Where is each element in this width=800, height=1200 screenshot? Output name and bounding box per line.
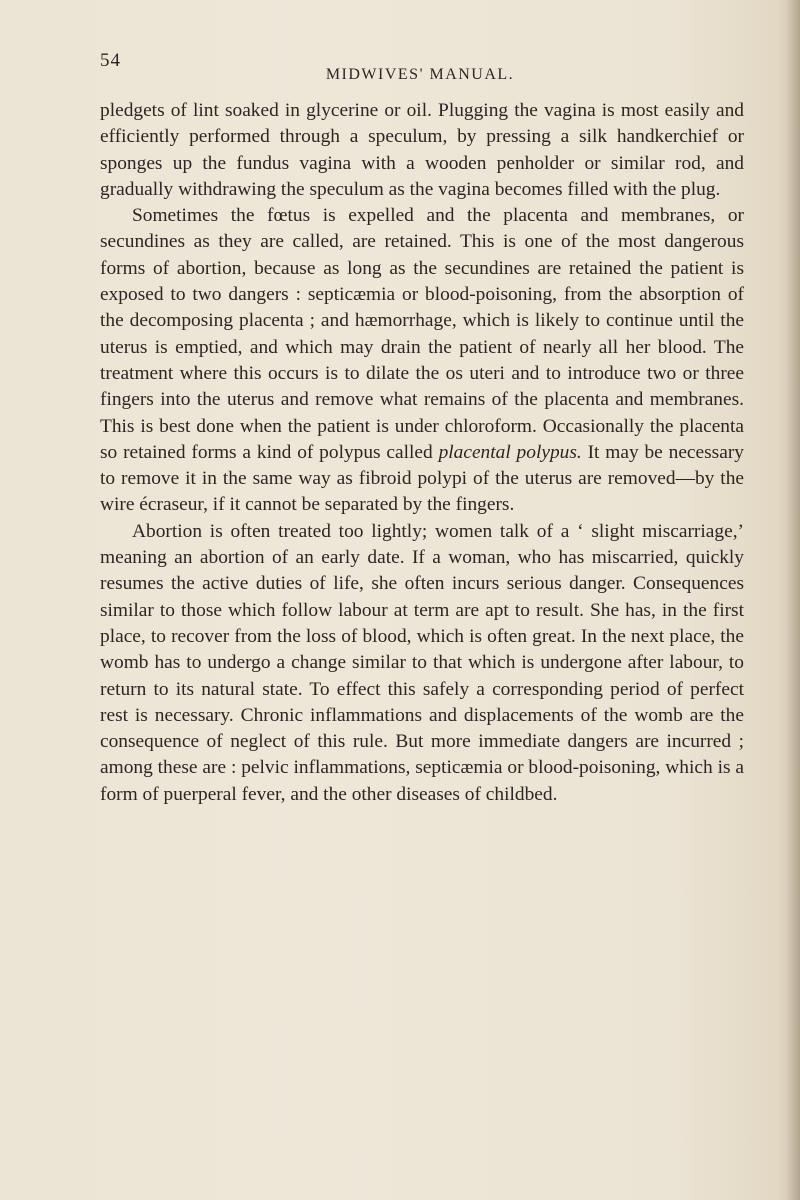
running-title: MIDWIVES' MANUAL. — [325, 66, 515, 83]
page-edge-shadow — [786, 0, 800, 1200]
body-text — [100, 98, 744, 808]
text-run: It may be necessary to remove it in the same way as fibroid polypi of the uterus are removed—by the wire écraseur, if it cannot be separated by the fingers. — [100, 441, 744, 516]
paragraph — [100, 203, 744, 519]
italic-term: placental polypus. — [438, 441, 582, 463]
text-run: pledgets of lint soaked in glycerine or oil. Plugging the vagina is most easily and efficiently performed through a speculum, by pressing a silk handkerchief or sponges up the fundus vagina with a wooden penholder or similar rod, and gradually withdrawing the speculum as the vagina becomes filled with the plug. — [100, 100, 744, 200]
paragraph — [100, 98, 744, 203]
running-head — [100, 50, 740, 90]
text-run: Abortion is often treated too lightly; women talk of a ‘ slight miscarriage,’ meaning an abortion of an early date. If a woman, who has miscarried, quickly resumes the active duties of life, she often incurs serious danger. Consequences similar to those which follow labour at term are apt to result. She has, in the first place, to recover from the loss of blood, which is often great. In the next place, the womb has to undergo a change similar to that which is undergone after labour, to return to its natural state. To effect this safely a corresponding period of perfect rest is necessary. Chronic inflammations and displacements of the womb are the consequence of neglect of this rule. But more immediate dangers are incurred ; among these are : pelvic inflammations, septicæmia or blood-poisoning, which is a form of puerperal fever, and the other diseases of childbed. — [100, 520, 744, 805]
page-number: 54 — [100, 50, 121, 71]
text-run: Sometimes the fœtus is expelled and the placenta and membranes, or secundines as they are called, are retained. This is one of the most dangerous forms of abortion, because as long as the secundines are retained the patient is exposed to two dangers : septicæmia or blood-poisoning, from the absorption of the decomposing placenta ; and hæmorrhage, which is likely to continue until the uterus is emptied, and which may drain the patient of nearly all her blood. The treatment where this occurs is to dilate the os uteri and to introduce two or three fingers into the uterus and remove what remains of the placenta and membranes. This is best done when the patient is under chloroform. Occasionally the placenta so retained forms a kind of polypus called — [100, 205, 744, 463]
paragraph — [100, 519, 744, 808]
